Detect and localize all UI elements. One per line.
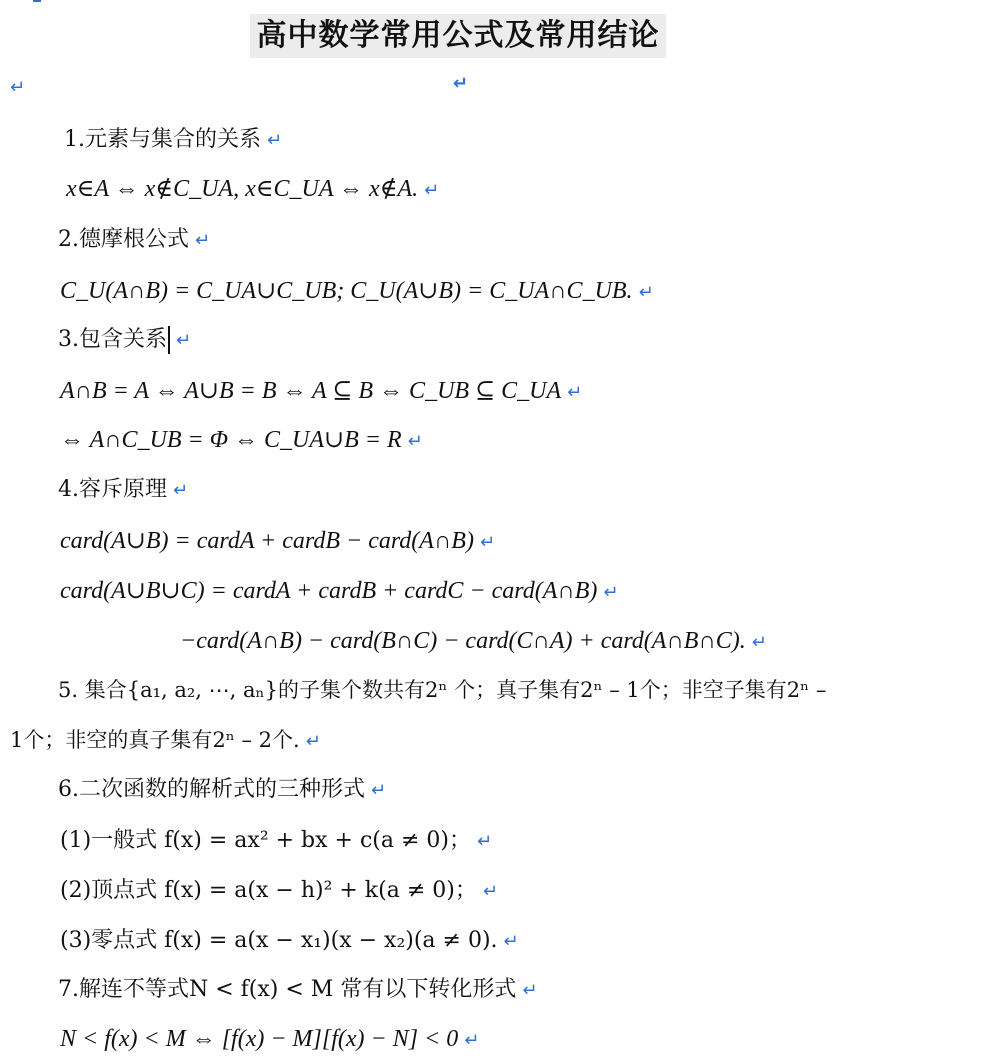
paragraph-mark-icon: ↵ — [424, 180, 440, 201]
paragraph-mark-icon: ↵ — [477, 831, 493, 852]
quadratic-general-form: (1)一般式 f(x) = ax² + bx + c(a ≠ 0)； ↵ — [60, 828, 493, 853]
formula-membership: x∈A ⇔ x∉C_UA, x∈C_UA ⇔ x∉A. ↵ — [66, 176, 440, 202]
empty-paragraph — [10, 72, 25, 103]
paragraph-mark-icon: ↵ — [176, 330, 192, 351]
paragraph-mark-icon: ↵ — [479, 532, 496, 553]
formula-inclusion-2: ⇔ A∩C_UB = Φ ⇔ C_UA∪B = R ↵ — [60, 427, 423, 453]
section-6-heading: 6.二次函数的解析式的三种形式 ↵ — [58, 777, 387, 802]
formula-inclusion-exclusion-3: −card(A∩B) − card(B∩C) − card(C∩A) + card(A∩B∩C). ↵ — [180, 628, 767, 654]
paragraph-mark-icon: ↵ — [638, 282, 654, 303]
paragraph-mark-icon: ↵ — [305, 731, 321, 752]
paragraph-mark-icon: ↵ — [503, 931, 519, 952]
text-cursor — [168, 326, 170, 354]
paragraph-mark-icon: ↵ — [267, 130, 283, 151]
paragraph-mark-icon: ↵ — [371, 780, 387, 801]
formula-double-inequality: N < f(x) < M ⇔ [f(x) − M][f(x) − N] < 0 ↵ — [60, 1026, 480, 1052]
section-4-heading: 4.容斥原理 ↵ — [58, 477, 189, 502]
formula-de-morgan: C_U(A∩B) = C_UA∪C_UB; C_U(A∪B) = C_UA∩C_UB. ↵ — [60, 278, 654, 304]
paragraph-mark-icon: ↵ — [173, 480, 189, 501]
formula-inclusion-exclusion-2: card(A∪B∪C) = cardA + cardB + cardC − card(A∩B) ↵ — [60, 578, 619, 604]
paragraph-mark-icon: ↵ — [10, 77, 26, 98]
section-7-heading: 7.解连不等式N < f(x) < M 常有以下转化形式 ↵ — [58, 977, 538, 1002]
section-2-heading: 2.德摩根公式 ↵ — [58, 227, 211, 252]
formula-inclusion-exclusion-1: card(A∪B) = cardA + cardB − card(A∩B) ↵ — [60, 528, 496, 554]
paragraph-mark-icon: ↵ — [751, 632, 767, 653]
paragraph-mark-icon: ↵ — [603, 582, 619, 603]
quadratic-vertex-form: (2)顶点式 f(x) = a(x − h)² + k(a ≠ 0)； ↵ — [60, 878, 498, 903]
paragraph-mark-icon: ↵ — [464, 1030, 480, 1051]
paragraph-mark-icon: ↵ — [195, 230, 211, 251]
section-5-continuation: 1个；非空的真子集有2ⁿ – 2个. ↵ — [10, 728, 321, 752]
section-1-heading: 1.元素与集合的关系 ↵ — [64, 127, 283, 152]
section-5-paragraph: 5. 集合{a₁, a₂, ⋯, aₙ}的子集个数共有2ⁿ 个；真子集有2ⁿ – 1个；非空子集有2ⁿ – — [58, 678, 827, 702]
paragraph-mark-icon: ↵ — [567, 382, 583, 403]
paragraph-mark-icon: ↵ — [407, 431, 423, 452]
top-corner-mark — [33, 0, 41, 2]
paragraph-mark-icon: ↵ — [522, 980, 538, 1001]
paragraph-mark-icon: ↵ — [482, 881, 498, 902]
quadratic-zero-form: (3)零点式 f(x) = a(x − x₁)(x − x₂)(a ≠ 0). ↵ — [60, 928, 519, 953]
formula-inclusion-1: A∩B = A ⇔ A∪B = B ⇔ A ⊆ B ⇔ C_UB ⊆ C_UA ↵ — [60, 378, 583, 404]
section-3-heading: 3.包含关系 ↵ — [58, 327, 192, 352]
document-title: 高中数学常用公式及常用结论↵ — [250, 14, 666, 58]
paragraph-mark-icon: ↵ — [452, 73, 470, 94]
